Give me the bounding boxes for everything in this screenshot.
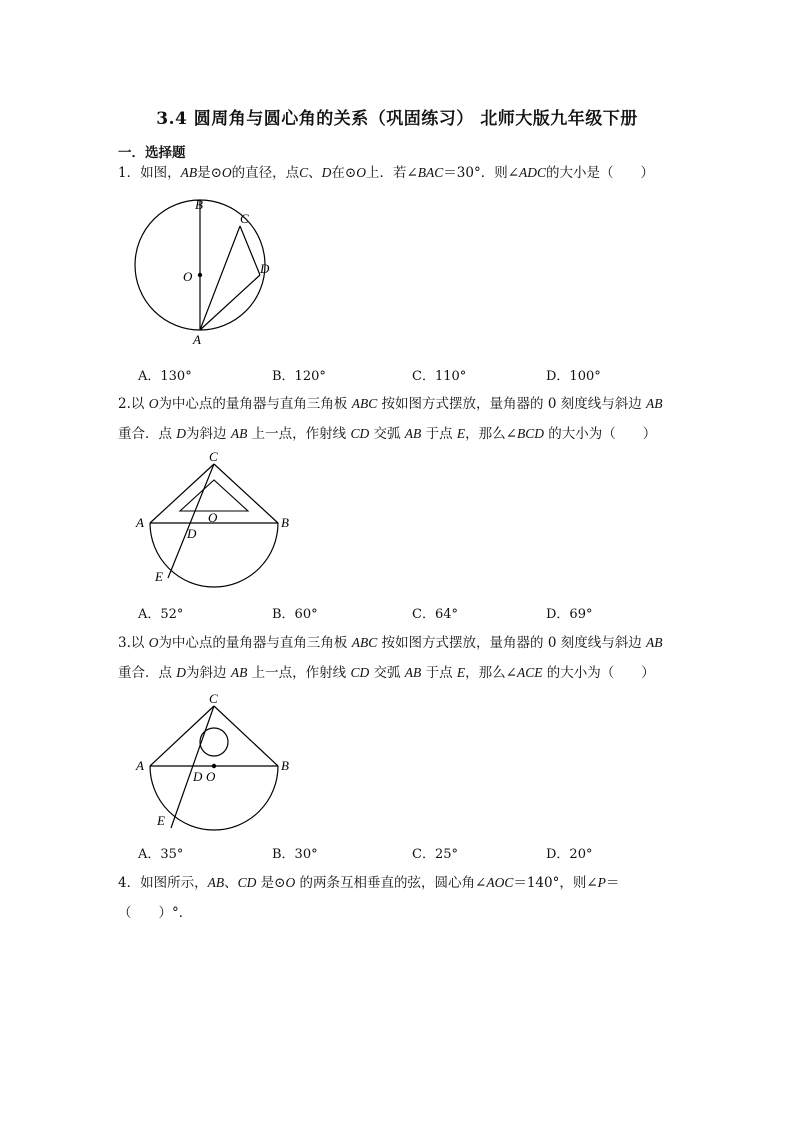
chord-ad <box>200 275 260 330</box>
question-2-figure <box>132 448 292 593</box>
label-c: C <box>209 449 218 464</box>
label-o: O <box>183 269 193 284</box>
label-e: E <box>157 813 165 828</box>
option-a[interactable]: A．130° <box>138 369 192 384</box>
option-d[interactable]: D．69° <box>546 607 593 622</box>
question-2-text: 2.以 O为中心点的量角器与直角三角板 ABC 按如图方式摆放，量角器的 0 刻度线与斜边 AB 重合．点 D为斜边 AB 上一点，作射线 CD 交弧 AB 于点 E，那么∠BCD 的大小为（ ） <box>118 396 663 442</box>
section-heading: 一．选择题 <box>118 145 186 161</box>
label-o: O <box>206 769 216 784</box>
label-b: B <box>281 758 289 773</box>
option-b[interactable]: B．120° <box>272 369 326 384</box>
label-a: A <box>193 332 201 347</box>
label-a: A <box>136 758 144 773</box>
ray-cd <box>171 706 214 828</box>
question-3-text: 3.以 O为中心点的量角器与直角三角板 ABC 按如图方式摆放，量角器的 0 刻度线与斜边 AB 重合．点 D为斜边 AB 上一点，作射线 CD 交弧 AB 于点 E，那么∠ACE 的大小为（ ） <box>118 635 663 681</box>
label-b: B <box>195 197 203 212</box>
center-point <box>198 273 202 277</box>
label-d: D <box>260 261 270 276</box>
label-d: D <box>187 526 197 541</box>
side-bc <box>214 464 278 523</box>
chord-ac <box>200 226 240 330</box>
option-c[interactable]: C．25° <box>412 847 458 862</box>
question-4-text: 4．如图所示，AB、CD 是⊙O 的两条互相垂直的弦，圆心角∠AOC＝140°，则∠P＝ （ ）°． <box>118 875 620 921</box>
inner-triangle <box>180 480 248 511</box>
option-c[interactable]: C．110° <box>412 369 467 384</box>
label-c: C <box>209 691 218 706</box>
option-a[interactable]: A．52° <box>138 607 184 622</box>
question-1-figure <box>130 195 290 350</box>
question-3-figure <box>132 690 292 830</box>
protractor-arc <box>150 523 278 587</box>
option-a[interactable]: A．35° <box>138 847 184 862</box>
side-ac <box>150 706 214 766</box>
side-ac <box>150 464 214 523</box>
option-b[interactable]: B．60° <box>272 607 318 622</box>
option-d[interactable]: D．100° <box>546 369 601 384</box>
label-a: A <box>136 515 144 530</box>
label-b: B <box>281 515 289 530</box>
label-o: O <box>208 510 218 525</box>
option-c[interactable]: C．64° <box>412 607 458 622</box>
label-c: C <box>240 211 249 226</box>
page-title: 3.4 圆周角与圆心角的关系（巩固练习） 北师大版九年级下册 <box>156 109 638 129</box>
option-d[interactable]: D．20° <box>546 847 593 862</box>
label-e: E <box>155 569 163 584</box>
option-b[interactable]: B．30° <box>272 847 318 862</box>
center-point <box>212 764 216 768</box>
label-d: D <box>193 769 203 784</box>
question-1-text: 1．如图，AB是⊙O的直径，点C、D在⊙O上．若∠BAC＝30°．则∠ADC的大小是（ ） <box>118 165 655 181</box>
side-bc <box>214 706 278 766</box>
